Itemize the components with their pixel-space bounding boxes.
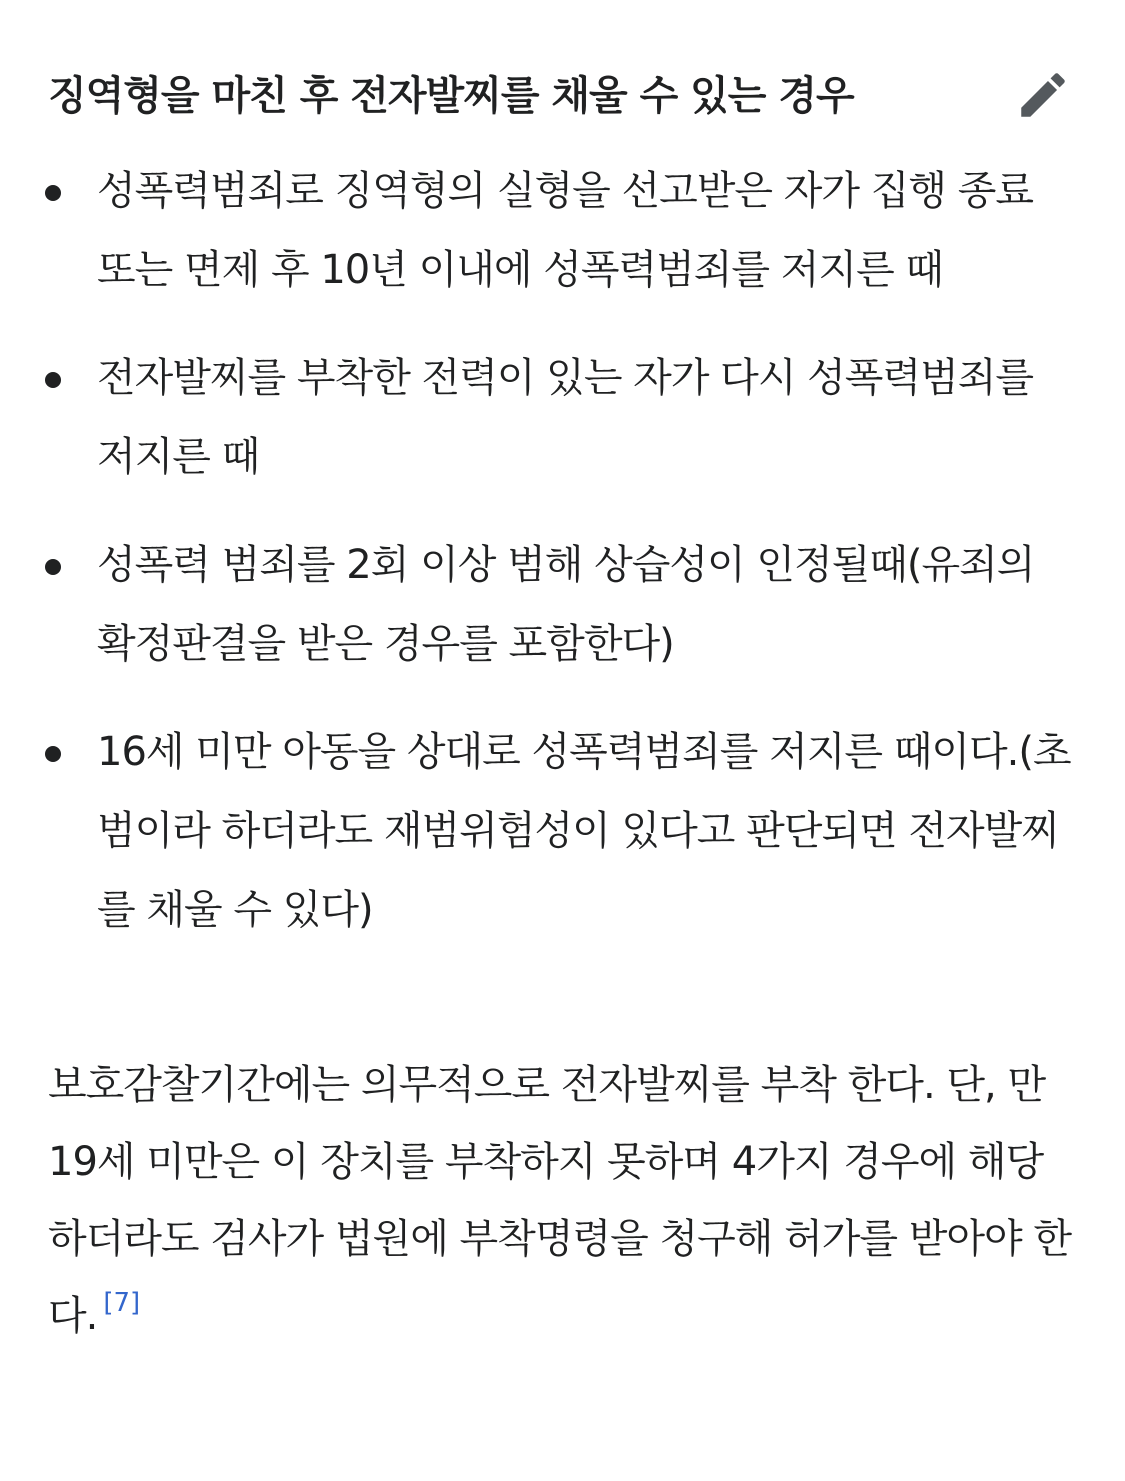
condition-list [0,152,1125,979]
list-item-text: 전자발찌를 부착한 전력이 있는 자가 다시 성폭력범죄를 저지른 때 [97,355,1034,480]
list-item-text: 성폭력 범죄를 2회 이상 범해 상습성이 인정될때(유죄의 확정판결을 받은 경우를 포함한다) [97,542,1035,667]
list-item-text: 성폭력범죄로 징역형의 실형을 선고받은 자가 집행 종료 또는 면제 후 10년 이내에 성폭력범죄를 저지른 때 [97,168,1034,293]
bullet-icon [45,372,61,388]
list-item [0,526,1125,684]
edit-button[interactable] [1008,62,1078,132]
list-item [0,152,1125,310]
section-header [48,62,1078,132]
list-item [0,339,1125,497]
bullet-icon [45,559,61,575]
section-title: 징역형을 마친 후 전자발찌를 채울 수 있는 경우 [48,73,854,119]
reference-link[interactable]: [7] [103,1288,141,1318]
body-paragraph [48,1047,1078,1355]
paragraph-text: 보호감찰기간에는 의무적으로 전자발찌를 부착 한다. 단, 만 19세 미만은 이 장치를 부착하지 못하며 4가지 경우에 해당하더라도 검사가 법원에 부착명령을 청구해 허가를 받아야 한다. [48,1062,1072,1339]
list-item-text: 16세 미만 아동을 상대로 성폭력범죄를 저지른 때이다.(초범이라 하더라도 재범위험성이 있다고 판단되면 전자발찌를 채울 수 있다) [97,729,1071,933]
pencil-icon [1014,66,1072,128]
bullet-icon [45,746,61,762]
list-item [0,713,1125,950]
bullet-icon [45,185,61,201]
